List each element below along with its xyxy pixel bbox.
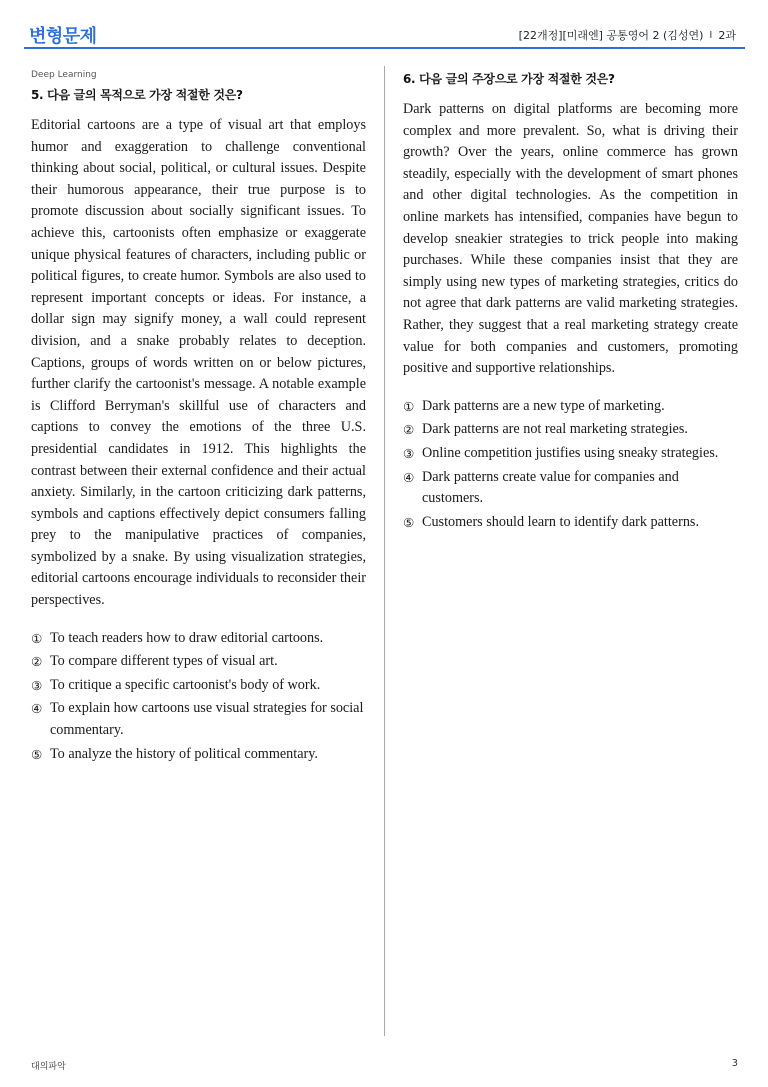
footer-category: 대의파악 xyxy=(31,1062,66,1072)
header-separator: I xyxy=(709,29,713,41)
header-rule xyxy=(24,47,745,49)
option-number: ④ xyxy=(403,469,415,485)
question-6-title: 6. 다음 글의 주장으로 가장 적절한 것은? xyxy=(403,72,615,86)
option-number: ⑤ xyxy=(31,746,43,762)
option-number: ⑤ xyxy=(403,514,415,530)
option-number: ③ xyxy=(403,445,415,461)
column-divider xyxy=(384,66,385,1036)
question-6-passage: Dark patterns on digital platforms are becoming more complex and more prevalent. So, what is driving their growth? Over the years, online commerce has grown steadily, especially with the development of smart phones and other digital technologies. As the competition in online markets has intensified, companies have begun to develop sneakier strategies to trick people into making purchases. While these companies insist that they are simply using new types of marketing strategies, critics do not agree that dark patterns are valid marketing strategies. Rather, they suggest that a real marketing strategy create value for both companies and customers, promoting positive and supportive relationships. xyxy=(403,101,738,377)
option-2[interactable] xyxy=(403,419,738,441)
option-2[interactable] xyxy=(31,651,366,673)
option-text: Customers should learn to identify dark patterns. xyxy=(422,513,699,530)
section-tag: Deep Learning xyxy=(31,70,97,80)
question-5-options xyxy=(31,628,366,766)
page-header xyxy=(0,0,768,52)
option-text: To compare different types of visual art. xyxy=(50,653,278,670)
option-3[interactable] xyxy=(403,443,738,465)
brand-title: 변형문제 xyxy=(29,26,97,47)
option-text: Dark patterns are not real marketing strategies. xyxy=(422,421,688,438)
course-title: [22개정][미래엔] 공통영어 2 (김성연) xyxy=(518,29,704,42)
option-text: To teach readers how to draw editorial cartoons. xyxy=(50,629,324,646)
option-number: ③ xyxy=(31,677,43,693)
option-number: ① xyxy=(31,630,43,646)
question-6-options xyxy=(403,396,738,534)
option-3[interactable] xyxy=(31,675,366,697)
option-number: ② xyxy=(403,422,415,438)
question-5-title: 5. 다음 글의 목적으로 가장 적절한 것은? xyxy=(31,88,243,102)
header-course-info xyxy=(519,27,736,43)
option-text: Dark patterns are a new type of marketing. xyxy=(422,397,665,414)
option-5[interactable] xyxy=(403,512,738,534)
option-text: To explain how cartoons use visual strategies for social commentary. xyxy=(50,700,364,739)
option-number: ① xyxy=(403,398,415,414)
option-text: Dark patterns create value for companies and customers. xyxy=(422,468,679,507)
option-text: Online competition justifies using sneaky strategies. xyxy=(422,444,719,461)
option-5[interactable] xyxy=(31,744,366,766)
question-5 xyxy=(31,66,366,767)
page-number: 3 xyxy=(731,1058,738,1069)
lesson-label: 2과 xyxy=(718,29,736,42)
option-number: ② xyxy=(31,654,43,670)
option-1[interactable] xyxy=(403,396,738,418)
question-6 xyxy=(403,66,738,535)
option-4[interactable] xyxy=(31,698,366,741)
option-4[interactable] xyxy=(403,467,738,510)
option-text: To critique a specific cartoonist's body of work. xyxy=(50,676,321,693)
option-1[interactable] xyxy=(31,628,366,650)
question-5-passage: Editorial cartoons are a type of visual art that employs humor and exaggeration to challenge conventional thinking about social, political, or cultural issues. Despite their humorous appearance, their true purpose is to promote discussion about socially significant issues. To achieve this, cartoonists often emphasize or exaggerate unique physical features of characters, including public or political figures, to create humor. Symbols are also used to represent important concepts or ideas. For instance, a dollar sign may signify money, a wall could represent division, and a snake probably relates to deception. Captions, groups of words written on or below pictures, further clarify the cartoonist's message. A notable example is Clifford Berryman's skillful use of characters and captions to convey the emotions of the three U.S. presidential candidates in 1912. This highlights the contrast between their external confidence and their actual anxiety. Similarly, in the cartoon criticizing dark patterns, symbols and captions effectively depict consumers falling prey to the manipulative practices of companies, symbolized by a snake. By using visualization strategies, editorial cartoons encourage individuals to reconsider their perspectives. xyxy=(31,117,366,609)
option-number: ④ xyxy=(31,701,43,717)
option-text: To analyze the history of political commentary. xyxy=(50,745,318,762)
